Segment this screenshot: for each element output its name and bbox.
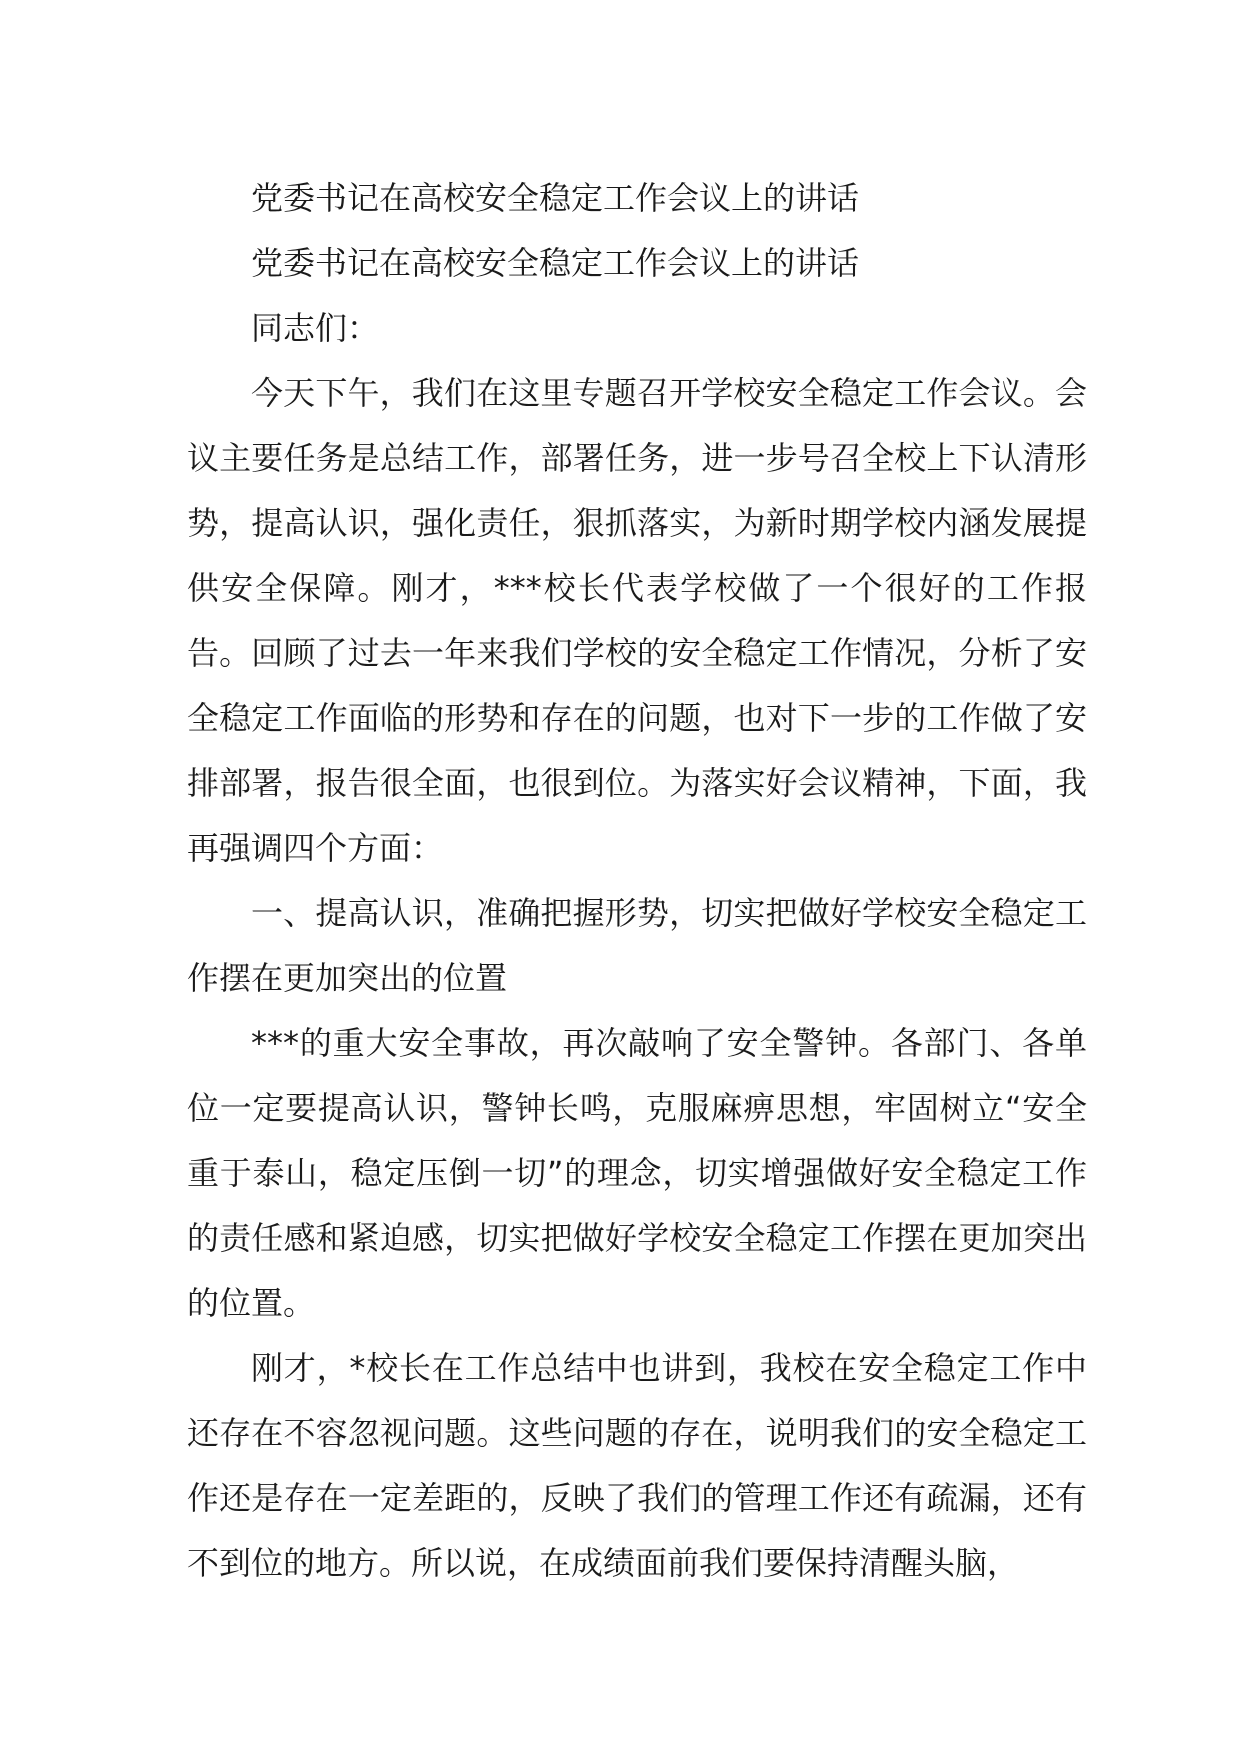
section-heading-1: 一、提高认识，准确把握形势，切实把做好学校安全稳定工作摆在更加突出的位置 [187, 894, 1087, 997]
paragraph-safety-alarm: ***的重大安全事故，再次敲响了安全警钟。各部门、各单位一定要提高认识，警钟长鸣，克服麻痹思想，牢固树立“安全重于泰山，稳定压倒一切”的理念，切实增强做好安全稳定工作的责任感和紧迫感，切实把做好学校安全稳定工作摆在更加突出的位置。 [187, 1024, 1087, 1322]
paragraph-intro: 今天下午，我们在这里专题召开学校安全稳定工作会议。会议主要任务是总结工作，部署任务，进一步号召全校上下认清形势，提高认识，强化责任，狠抓落实，为新时期学校内涵发展提供安全保障。刚才，***校长代表学校做了一个很好的工作报告。回顾了过去一年来我们学校的安全稳定工作情况，分析了安全稳定工作面临的形势和存在的问题，也对下一步的工作做了安排部署，报告很全面，也很到位。为落实好会议精神，下面，我再强调四个方面： [187, 374, 1087, 867]
document-title: 党委书记在高校安全稳定工作会议上的讲话 [251, 179, 860, 217]
document-body [187, 166, 1087, 1596]
document-title-repeat: 党委书记在高校安全稳定工作会议上的讲话 [251, 244, 860, 282]
paragraph-problems: 刚才，*校长在工作总结中也讲到，我校在安全稳定工作中还存在不容忽视问题。这些问题的存在，说明我们的安全稳定工作还是存在一定差距的，反映了我们的管理工作还有疏漏，还有不到位的地方。所以说，在成绩面前我们要保持清醒头脑， [187, 1349, 1087, 1582]
salutation: 同志们： [251, 309, 380, 347]
